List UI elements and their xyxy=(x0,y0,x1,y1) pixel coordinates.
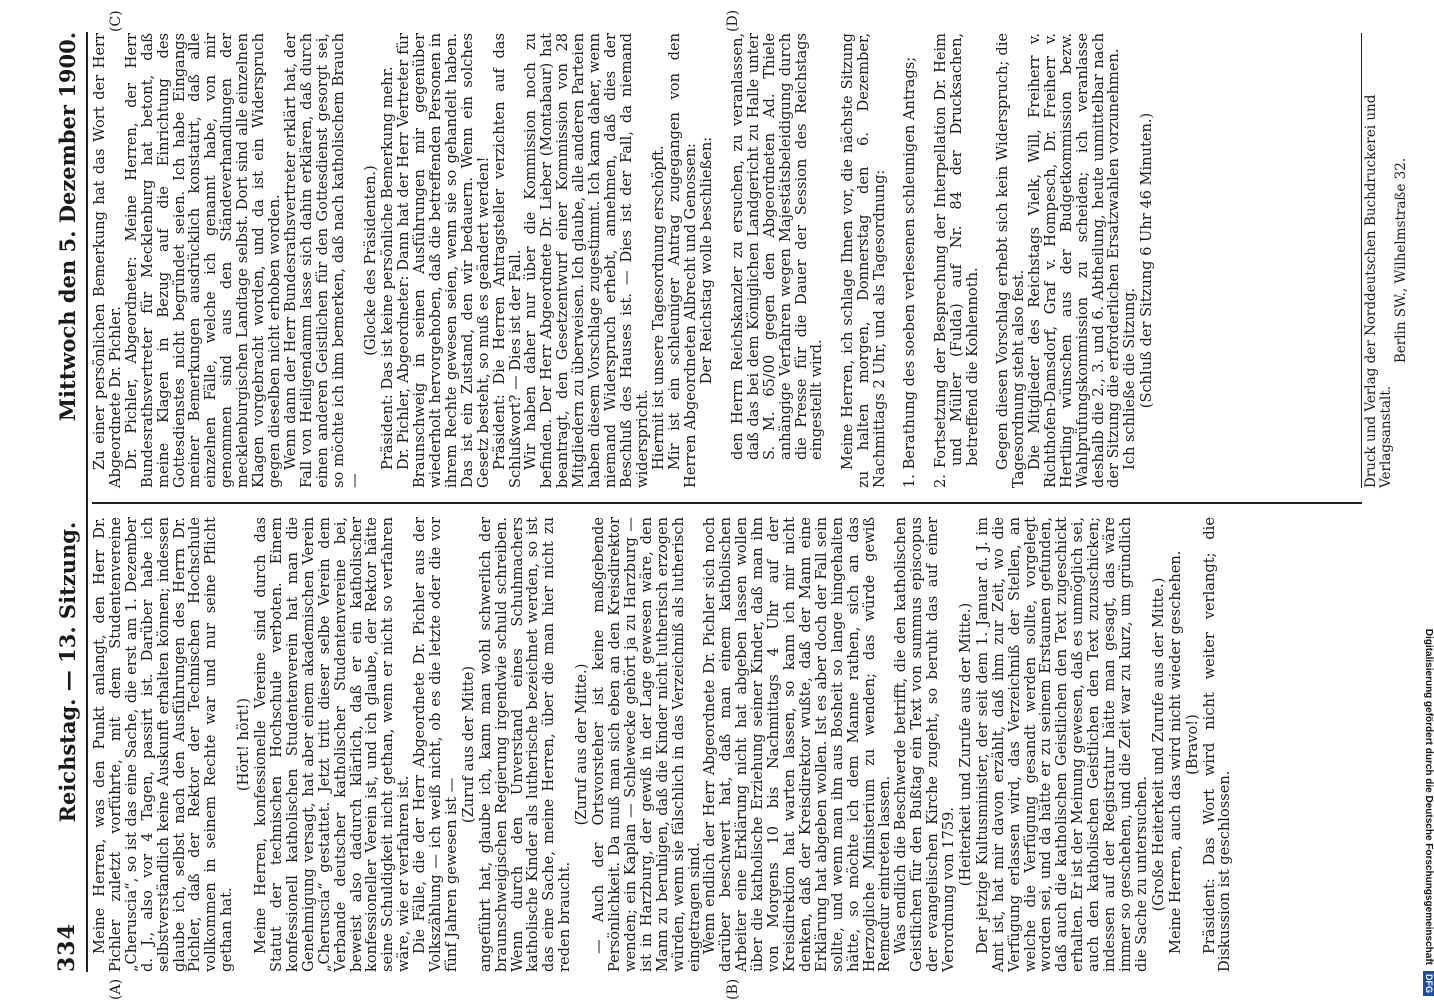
paragraph: angeführt hat, glaube ich, kann man wohl schwerlich der braunschweigischen Regierung irgendwie schuld schreiben. Wenn durch den Unverstand eines Schuhmachers katholische Kinder als lutherische bezeichnet werden, so ist das eine Sache, meine Herren, über die man hier nicht zu reden braucht. xyxy=(476,517,574,972)
motion-intro: Der Reichstag wolle beschließen: xyxy=(698,136,716,385)
column-divider xyxy=(92,502,1362,504)
digitization-watermark xyxy=(1422,6,1434,996)
paragraph: Mir ist ein schleuniger Antrag zugegangen von den Herren Abgeordneten Albrecht und Genossen: xyxy=(665,33,699,488)
paragraph: — Auch der Ortsvorsteher ist keine maßgebende Persönlichkeit. Da muß man sich eben an den Kreisdirektor wenden; ein Kaplan — Schlewecke gehört ja zu Harzburg — ist in Harzburg, der gewiß in der Lage gewesen wäre, den Mann zu beruhigen, daß die Kinder nicht lutherisch erzogen würden, wenn sie fälschlich in das Verzeichniß als lutherisch eingetragen sind. xyxy=(590,517,703,972)
closing-statement: Ich schließe die Sitzung. xyxy=(1121,287,1139,470)
imprint-publisher: Druck und Verlag der Norddeutschen Buchdruckerei und Verlagsanstalt. xyxy=(1363,94,1394,488)
right-text-column xyxy=(92,33,1362,488)
imprint-rule xyxy=(1361,33,1362,488)
paragraph: Meine Herren, konfessionelle Vereine sind durch das Statut der technischen Hochschule verboten. Einem konfessionell katholischen Studentenverein hat man die Genehmigung versagt, hat aber einem akademischen Verein „Cheruscia“ gestattet. Jetzt tritt dieser selbe Verein dem Verbande deutscher katholischer Studentenvereine bei, beweist also dadurch klärlich, daß er ein katholischer konfessioneller Verein ist, und ich glaube, der Rektor hätte seine Schuldigkeit nicht gethan, wenn er nicht so verfahren wäre, wie er verfahren ist. xyxy=(252,517,413,972)
interjection: (Heiterkeit und Zurufe aus der Mitte.) xyxy=(956,602,974,887)
left-text-column xyxy=(92,517,1362,972)
header-rule xyxy=(86,32,88,972)
motion-text: den Herrn Reichskanzler zu ersuchen, zu veranlassen, daß das bei dem Königlichen Landgericht zu Halle unter S. M. 65/00 gegen den Abgeordneten Ad. Thiele anhängige Verfahren wegen Majestätsbeleidigung durch die Presse für die Dauer der Session des Reichstags eingestellt wird. xyxy=(728,33,826,460)
speaker-paragraph: Dr. Pichler, Abgeordneter: Dann hat der Herr Vertreter für Braunschweig in seinen Ausführungen mir gegenüber wiederholt hervorgehoben, daß die betreffenden Personen in ihrem Rechte gewesen seien, wenn sie so gehandelt haben. Das ist ein Zustand, den wir bedauern. Wenn ein solches Gesetz besteht, so muß es geändert werden! xyxy=(395,33,492,488)
margin-mark-c: (C) xyxy=(108,10,124,32)
paragraph: Die Mitglieder des Reichstags Vielk, Will, Freiherr v. Richthofen-Damsdorf, Graf v. Hompesch, Dr. Freiherr v. Hertling wünschen aus der Budgetkommission bezw. Wahlprüfungskommission zu scheiden; ich veranlasse deshalb die 2., 3. und 6. Abtheilung, heute unmittelbar nach der Sitzung die erforderlichen Ersatzwahlen vorzunehmen. xyxy=(1025,33,1123,488)
page-number: 334 xyxy=(54,923,80,972)
paragraph: Meine Herren, auch das wird nicht wieder geschehen. xyxy=(1166,550,1184,954)
paragraph: Der jetzige Kultusminister, der seit dem 1. Januar d. J. im Amt ist, hat mir davon erzählt, daß ihm zur Zeit, wo die Verfügung erlassen wird, das Verzeichniß der Stellen, an welche die Verfügung gesandt werden sollte, vorgelegt worden sei, und da hätte er zu seinem Erstaunen gefunden, daß auch die katholischen Geistlichen den Text zugeschickt erhalten. Er ist der Meinung gewesen, daß es unmöglich sei, auch den katholischen Geistlichen den Text zuzuschicken; indessen auf der Registratur hätte man gesagt, das wäre immer so geschehen, und die Zeit war zu kurz, um gründlich die Sache zu untersuchen. xyxy=(973,517,1150,972)
printer-imprint xyxy=(1364,33,1409,488)
page-header xyxy=(50,32,84,972)
paragraph: Wir haben daher nur über die Kommission noch zu befinden. Der Herr Abgeordnete Dr. Lieber (Montabaur) hat beantragt, den Gesetzentwurf einer Kommission von 28 Mitgliedern zu überweisen. Ich glaube, alle anderen Parteien haben diesem Vorschlage zugestimmt. Ich kann daher, wenn niemand Widerspruch erhebt, annehmen, daß dies der Beschluß des Hauses ist. — Dies ist der Fall, da niemand widerspricht. xyxy=(522,33,651,488)
interjection: (Glocke des Präsidenten.) xyxy=(362,165,380,356)
interjection: (Hört! hört!) xyxy=(235,697,253,792)
paragraph: Meine Herren, was den Punkt anlangt, den Herr Dr. Pichler zuletzt vorführte, mit dem Studentenvereine „Cheruscia“, so ist das eine Sache, die erst am 1. Dezember d. J., also vor 4 Tagen, passirt ist. Darüber habe ich selbstverständlich keine Auskunft erhalten können; indessen glaube ich, selbst nach den Ausführungen des Herrn Dr. Pichler, daß der Rektor der Technischen Hochschule vollkommen in seinem Rechte war und nur seine Pflicht gethan hat. xyxy=(91,517,236,972)
interjection: (Zuruf aus der Mitte.) xyxy=(573,663,591,826)
dfg-logo-icon: DFG xyxy=(1423,971,1434,996)
interjection: (Zuruf aus der Mitte) xyxy=(459,665,477,824)
margin-mark-b: (B) xyxy=(725,978,741,1000)
paragraph: Wenn dann der Herr Bundesrathsvertreter erklärt hat, der Fall von Heiligendamm lasse sich dahin erklären, daß durch einen anderen Geistlichen für den Gottesdienst gesorgt sei, so möchte ich ihm bemerken, daß nach katholischem Brauch — xyxy=(281,33,363,488)
interjection: (Große Heiterkeit und Zurufe aus der Mitte.) xyxy=(1149,577,1167,912)
agenda-item: 1. Berathung des soeben verlesenen schleunigen Antrags; xyxy=(901,56,919,488)
presidential-statement: Präsident: Die Herren Antragsteller verzichten auf das Schlußwort? — Dies ist der Fall. xyxy=(490,33,524,488)
speaker-paragraph: Dr. Pichler, Abgeordneter: Meine Herren, der Herr Bundesrathsvertreter für Mecklenburg hat betont, daß meine Klagen in Bezug auf die Einrichtung des Gottesdienstes nicht begründet seien. Ich habe Eingangs meiner Bemerkungen ausdrücklich konstatirt, daß alle einzelnen Fälle, welche ich genannt habe, von mir genommen sind aus den Ständeverhandlungen der mecklenburgischen Landtage selbst. Dort sind alle einzelnen Klagen vorgebracht worden, und da ist ein Widerspruch gegen dieselben nicht erhoben worden. xyxy=(122,33,283,488)
watermark-text: Digitalisierung gefördert durch die Deutsche Forschungsgemeinschaft xyxy=(1423,628,1434,965)
session-end-note: (Schluß der Sitzung 6 Uhr 46 Minuten.) xyxy=(1138,112,1156,409)
imprint-address: Berlin SW., Wilhelmstraße 32. xyxy=(1393,157,1409,364)
margin-mark-a: (A) xyxy=(108,978,124,1000)
paragraph: Was endlich die Beschwerde betrifft, die den katholischen Geistlichen für den Bußtag ein Text von summus episcopus der evangelischen Kirche zugeht, so beruht das auf einer Verordnung von 1759. xyxy=(892,517,958,972)
presidential-statement: Präsident: Das Wort wird nicht weiter verlangt; die Diskussion ist geschlossen. xyxy=(1200,517,1234,972)
margin-mark-d: (D) xyxy=(725,9,741,32)
paragraph: Zu einer persönlichen Bemerkung hat das Wort der Herr Abgeordnete Dr. Pichler. xyxy=(91,33,124,488)
presidential-statement: Präsident: Das ist keine persönliche Bemerkung mehr. xyxy=(379,66,397,470)
agenda-item: 2. Fortsetzung der Besprechung der Interpellation Dr. Heim und Müller (Fulda) auf Nr. 84 der Drucksachen, betreffend die Kohlennoth. xyxy=(931,33,981,488)
running-title: Reichstag. — 13. Sitzung. xyxy=(54,521,80,823)
paragraph: Gegen diesen Vorschlag erhebt sich kein Widerspruch; die Tagesordnung steht also fest. xyxy=(994,33,1027,488)
paragraph: Meine Herren, ich schlage Ihnen vor, die nächste Sitzung zu halten morgen, Donnerstag den 6. Dezember, Nachmittags 2 Uhr, und als Tagesordnung: xyxy=(838,33,888,488)
sitting-date: Mittwoch den 5. Dezember 1900. xyxy=(54,32,80,422)
paragraph: Die Fälle, die der Herr Abgeordnete Dr. Pichler aus der Volkszählung — ich weiß nicht, ob es die letzte oder die vor fünf Jahren gewesen ist — xyxy=(411,517,460,972)
paragraph: Wenn endlich der Herr Abgeordnete Dr. Pichler sich noch darüber beschwert hat, daß man einem katholischen Arbeiter eine Erklärung nicht hat abgeben lassen wollen über die katholische Erziehung seiner Kinder, daß man ihn von Morgens 10 bis Nachmittags 4 Uhr auf der Kreisdirektion hat warten lassen, so kann ich mir nicht denken, daß der Kreisdirektor wußte, daß der Mann eine Erklärung hat abgeben wollen. Ist es aber doch der Fall sein sollte, und wenn man ihn aus Bosheit so lange hingehalten hätte, so möchte ich dem Manne rathen, sich an das Herzogliche Ministerium zu wenden; das würde gewiß Remedur eintreten lassen. xyxy=(701,517,894,972)
interjection: (Bravo!) xyxy=(1183,714,1201,775)
paragraph: Hiermit ist unsere Tagesordnung erschöpft. xyxy=(649,145,667,470)
